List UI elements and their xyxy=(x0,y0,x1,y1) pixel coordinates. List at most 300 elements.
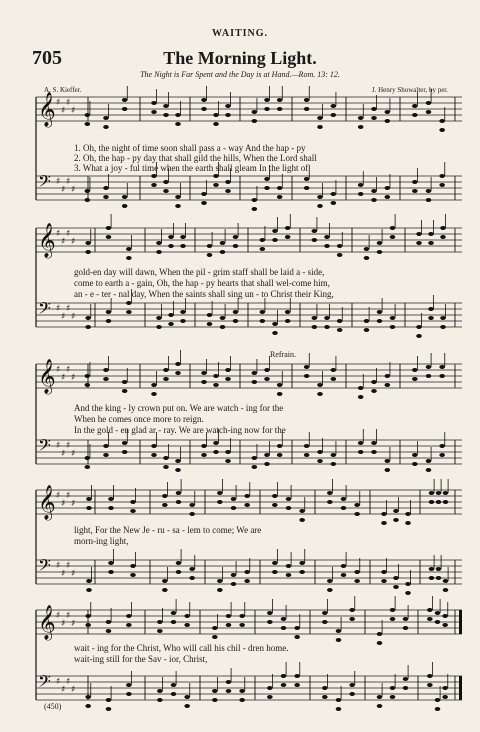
note-head xyxy=(272,570,278,574)
note-head xyxy=(427,683,433,687)
note-head xyxy=(162,588,168,592)
note-head xyxy=(322,695,328,699)
note-head xyxy=(176,491,182,495)
note-head xyxy=(176,570,182,574)
sharp-icon: ♯ xyxy=(66,229,71,239)
note-head xyxy=(412,377,418,381)
note-head xyxy=(439,119,445,123)
note-head xyxy=(385,186,391,190)
note-head xyxy=(126,614,132,618)
note-head xyxy=(108,561,114,565)
note-head xyxy=(126,310,132,314)
note-head xyxy=(336,629,342,633)
note-head xyxy=(267,611,273,615)
note-head xyxy=(163,189,169,193)
note-head xyxy=(175,459,181,463)
note-head xyxy=(439,365,445,369)
note-head xyxy=(436,576,442,580)
note-head xyxy=(220,250,226,254)
note-head xyxy=(277,392,283,396)
sharp-icon: ♯ xyxy=(56,677,61,687)
note-head xyxy=(108,506,114,510)
note-head xyxy=(231,497,237,501)
note-head xyxy=(442,686,448,690)
sharp-icon: ♯ xyxy=(56,561,61,571)
note-head xyxy=(426,198,432,202)
note-head xyxy=(405,591,411,595)
note-head xyxy=(157,620,163,624)
note-head xyxy=(252,119,258,123)
note-head xyxy=(390,226,396,230)
note-head xyxy=(213,122,219,126)
note-head xyxy=(317,450,323,454)
note-head xyxy=(322,686,328,690)
note-head xyxy=(85,241,91,245)
note-head xyxy=(244,579,250,583)
note-head xyxy=(412,113,418,117)
note-head xyxy=(213,113,219,117)
note-head xyxy=(439,128,445,132)
note-head xyxy=(385,119,391,123)
note-head xyxy=(377,695,383,699)
note-head xyxy=(244,503,250,507)
note-head xyxy=(156,250,162,254)
note-head xyxy=(264,107,270,111)
note-head xyxy=(207,322,213,326)
sharp-icon: ♯ xyxy=(61,569,66,579)
note-head xyxy=(86,497,92,501)
note-head xyxy=(322,620,328,624)
note-head xyxy=(412,104,418,108)
scripture-epigraph: The Night is Far Spent and the Day is at Hand.—Rom. 13: 12. xyxy=(140,70,340,79)
note-head xyxy=(304,365,310,369)
note-head xyxy=(252,110,258,114)
note-head xyxy=(439,444,445,448)
note-head xyxy=(337,319,343,323)
note-head xyxy=(393,576,399,580)
note-head xyxy=(168,235,174,239)
sharp-icon: ♯ xyxy=(66,304,71,314)
note-head xyxy=(212,626,218,630)
lyric-line: gold-en day will dawn, When the pil - grim staff shall be laid a - side, xyxy=(74,267,325,277)
note-head xyxy=(85,198,91,202)
sharp-icon: ♯ xyxy=(56,177,61,187)
note-head xyxy=(281,674,287,678)
lyric-line: And the king - ly crown put on. We are watch - ing for the xyxy=(74,403,284,413)
note-head xyxy=(157,698,163,702)
sharp-icon: ♯ xyxy=(71,449,76,459)
note-head xyxy=(364,319,370,323)
note-head xyxy=(304,107,310,111)
note-head xyxy=(277,383,283,387)
treble-clef-icon: 𝄞 xyxy=(38,92,56,127)
note-head xyxy=(443,588,449,592)
note-head xyxy=(122,98,128,102)
treble-clef-icon: 𝄞 xyxy=(38,223,56,258)
note-head xyxy=(151,101,157,105)
bass-clef-icon: 𝄢 xyxy=(38,555,51,579)
note-head xyxy=(403,617,409,621)
note-head xyxy=(217,500,223,504)
note-head xyxy=(385,468,391,472)
note-head xyxy=(184,704,190,708)
lyric-line: an - e - ter - nal day, When the saints shall sing un - to Christ their King, xyxy=(74,289,334,299)
note-head xyxy=(416,325,422,329)
note-head xyxy=(412,453,418,457)
note-head xyxy=(312,316,318,320)
note-head xyxy=(377,641,383,645)
note-head xyxy=(317,383,323,387)
lyric-line: 3. What a joy - ful time when the earth shall gleam In the light of xyxy=(74,163,309,173)
note-head xyxy=(286,573,292,577)
note-head xyxy=(272,503,278,507)
note-head xyxy=(304,374,310,378)
note-head xyxy=(201,444,207,448)
note-head xyxy=(331,377,337,381)
note-head xyxy=(327,588,333,592)
note-head xyxy=(371,450,377,454)
note-head xyxy=(239,689,245,693)
note-head xyxy=(231,573,237,577)
note-head xyxy=(440,235,446,239)
note-head xyxy=(427,617,433,621)
note-head xyxy=(126,692,132,696)
sharp-icon: ♯ xyxy=(71,106,76,116)
note-head xyxy=(337,244,343,248)
sharp-icon: ♯ xyxy=(56,365,61,375)
note-head xyxy=(277,107,283,111)
note-head xyxy=(443,579,449,583)
sharp-icon: ♯ xyxy=(66,491,71,501)
sharp-icon: ♯ xyxy=(56,441,61,451)
note-head xyxy=(336,707,342,711)
note-head xyxy=(364,247,370,251)
note-head xyxy=(312,238,318,242)
note-head xyxy=(390,695,396,699)
note-head xyxy=(175,362,181,366)
note-head xyxy=(225,113,231,117)
note-head xyxy=(322,611,328,615)
note-head xyxy=(371,389,377,393)
note-head xyxy=(442,623,448,627)
note-head xyxy=(252,380,258,384)
lyric-line: When he comes once more to reign. xyxy=(74,414,204,424)
note-head xyxy=(103,444,109,448)
note-head xyxy=(272,331,278,335)
note-head xyxy=(103,377,109,381)
note-head xyxy=(341,506,347,510)
note-head xyxy=(354,503,360,507)
note-head xyxy=(317,392,323,396)
note-head xyxy=(225,450,231,454)
note-head xyxy=(103,116,109,120)
note-head xyxy=(175,468,181,472)
note-head xyxy=(103,195,109,199)
note-head xyxy=(126,247,132,251)
note-head xyxy=(358,395,364,399)
note-head xyxy=(294,683,300,687)
note-head xyxy=(244,570,250,574)
note-head xyxy=(207,244,213,248)
note-head xyxy=(403,686,409,690)
note-head xyxy=(213,174,219,178)
bass-clef-icon: 𝄢 xyxy=(38,671,51,695)
sharp-icon: ♯ xyxy=(61,619,66,629)
note-head xyxy=(377,250,383,254)
note-head xyxy=(439,374,445,378)
note-head xyxy=(435,611,441,615)
note-head xyxy=(286,506,292,510)
note-head xyxy=(85,374,91,378)
sharp-icon: ♯ xyxy=(71,499,76,509)
note-head xyxy=(358,386,364,390)
note-head xyxy=(331,192,337,196)
note-head xyxy=(151,444,157,448)
note-head xyxy=(385,195,391,199)
note-head xyxy=(176,500,182,504)
note-head xyxy=(106,235,112,239)
note-head xyxy=(385,374,391,378)
note-head xyxy=(201,453,207,457)
note-head xyxy=(377,632,383,636)
note-head xyxy=(327,500,333,504)
note-head xyxy=(264,186,270,190)
note-head xyxy=(244,494,250,498)
note-head xyxy=(207,313,213,317)
note-head xyxy=(371,198,377,202)
note-head xyxy=(354,579,360,583)
note-head xyxy=(393,518,399,522)
note-head xyxy=(324,244,330,248)
note-head xyxy=(381,570,387,574)
note-head xyxy=(426,189,432,193)
note-head xyxy=(304,444,310,448)
final-barline xyxy=(459,610,462,634)
note-head xyxy=(435,620,441,624)
lyric-line: 2. Oh, the hap - py day that shall gild the hills, When the Lord shall xyxy=(74,153,317,163)
note-head xyxy=(390,325,396,329)
note-head xyxy=(341,573,347,577)
note-head xyxy=(324,316,330,320)
note-head xyxy=(239,698,245,702)
note-head xyxy=(201,371,207,375)
note-head xyxy=(225,104,231,108)
note-head xyxy=(163,368,169,372)
note-head xyxy=(440,226,446,230)
note-head xyxy=(436,500,442,504)
note-head xyxy=(239,614,245,618)
note-head xyxy=(336,638,342,642)
sharp-icon: ♯ xyxy=(66,677,71,687)
sharp-icon: ♯ xyxy=(61,685,66,695)
note-head xyxy=(175,122,181,126)
note-head xyxy=(312,229,318,233)
sharp-icon: ♯ xyxy=(71,619,76,629)
note-head xyxy=(349,608,355,612)
bass-clef-icon: 𝄢 xyxy=(38,298,51,322)
note-head xyxy=(412,180,418,184)
note-head xyxy=(189,503,195,507)
note-head xyxy=(157,629,163,633)
note-head xyxy=(151,383,157,387)
note-head xyxy=(260,238,266,242)
note-head xyxy=(358,441,364,445)
note-head xyxy=(299,570,305,574)
note-head xyxy=(285,310,291,314)
note-head xyxy=(180,310,186,314)
note-head xyxy=(231,506,237,510)
note-head xyxy=(428,232,434,236)
note-head xyxy=(358,116,364,120)
note-head xyxy=(122,204,128,208)
note-head xyxy=(162,579,168,583)
note-head xyxy=(175,195,181,199)
note-head xyxy=(103,125,109,129)
note-head xyxy=(377,704,383,708)
sharp-icon: ♯ xyxy=(66,561,71,571)
note-head xyxy=(212,635,218,639)
lyric-line: 1. Oh, the night of time soon shall pass a - way And the hap - py xyxy=(74,143,306,153)
note-head xyxy=(225,368,231,372)
note-head xyxy=(327,491,333,495)
note-head xyxy=(213,450,219,454)
note-head xyxy=(317,459,323,463)
note-head xyxy=(416,334,422,338)
note-head xyxy=(371,380,377,384)
sharp-icon: ♯ xyxy=(61,373,66,383)
note-head xyxy=(130,500,136,504)
note-head xyxy=(377,241,383,245)
note-head xyxy=(212,689,218,693)
note-head xyxy=(85,113,91,117)
note-head xyxy=(427,674,433,678)
note-head xyxy=(156,325,162,329)
note-head xyxy=(225,459,231,463)
note-head xyxy=(163,104,169,108)
note-head xyxy=(264,453,270,457)
note-head xyxy=(390,686,396,690)
note-head xyxy=(180,319,186,323)
note-head xyxy=(294,626,300,630)
note-head xyxy=(337,328,343,332)
note-head xyxy=(377,310,383,314)
note-head xyxy=(364,256,370,260)
note-head xyxy=(86,579,92,583)
note-head xyxy=(426,459,432,463)
note-head xyxy=(349,692,355,696)
note-head xyxy=(331,453,337,457)
sharp-icon: ♯ xyxy=(56,98,61,108)
note-head xyxy=(225,180,231,184)
note-head xyxy=(189,576,195,580)
note-head xyxy=(252,456,258,460)
note-head xyxy=(331,104,337,108)
note-head xyxy=(267,686,273,690)
note-head xyxy=(412,368,418,372)
note-head xyxy=(403,626,409,630)
sharp-icon: ♯ xyxy=(71,373,76,383)
composer-credit: J. Henry Showalter, by per. xyxy=(371,86,448,94)
sharp-icon: ♯ xyxy=(66,441,71,451)
note-head xyxy=(435,698,441,702)
note-head xyxy=(151,392,157,396)
note-head xyxy=(217,579,223,583)
note-head xyxy=(285,319,291,323)
note-head xyxy=(176,561,182,565)
note-head xyxy=(436,567,442,571)
note-head xyxy=(426,365,432,369)
hymn-title: The Morning Light. xyxy=(163,48,317,68)
lyric-line: wait - ing for the Christ, Who will call his chil - dren home. xyxy=(74,643,289,653)
note-head xyxy=(429,500,435,504)
note-head xyxy=(264,177,270,181)
note-head xyxy=(225,189,231,193)
note-head xyxy=(317,116,323,120)
note-head xyxy=(324,235,330,239)
note-head xyxy=(220,325,226,329)
note-head xyxy=(226,623,232,627)
note-head xyxy=(122,195,128,199)
note-head xyxy=(443,500,449,504)
sharp-icon: ♯ xyxy=(61,312,66,322)
note-head xyxy=(233,235,239,239)
lyricist-credit: A. S. Kieffer. xyxy=(44,86,82,94)
note-head xyxy=(189,512,195,516)
note-head xyxy=(217,588,223,592)
note-head xyxy=(233,319,239,323)
note-head xyxy=(151,174,157,178)
note-head xyxy=(267,620,273,624)
lyric-line: light, For the New Je - ru - sa - lem to come; We are xyxy=(74,525,262,535)
sharp-icon: ♯ xyxy=(66,611,71,621)
note-head xyxy=(272,229,278,233)
note-head xyxy=(393,509,399,513)
note-head xyxy=(151,453,157,457)
note-head xyxy=(358,450,364,454)
note-head xyxy=(385,459,391,463)
note-head xyxy=(390,617,396,621)
note-head xyxy=(106,310,112,314)
note-head xyxy=(304,453,310,457)
note-head xyxy=(217,491,223,495)
note-head xyxy=(341,564,347,568)
note-head xyxy=(331,462,337,466)
sharp-icon: ♯ xyxy=(66,98,71,108)
note-head xyxy=(85,250,91,254)
note-head xyxy=(220,316,226,320)
note-head xyxy=(426,101,432,105)
note-head xyxy=(175,204,181,208)
lyric-line: wait-ing still for the Sav - ior, Christ, xyxy=(74,654,208,664)
note-head xyxy=(231,582,237,586)
note-head xyxy=(225,377,231,381)
note-head xyxy=(106,226,112,230)
final-barline xyxy=(459,676,462,700)
note-head xyxy=(126,683,132,687)
note-head xyxy=(260,247,266,251)
note-head xyxy=(312,325,318,329)
note-head xyxy=(429,491,435,495)
note-head xyxy=(405,521,411,525)
note-head xyxy=(213,183,219,187)
note-head xyxy=(184,623,190,627)
note-head xyxy=(184,614,190,618)
note-head xyxy=(442,695,448,699)
note-head xyxy=(201,192,207,196)
note-head xyxy=(272,561,278,565)
note-head xyxy=(285,235,291,239)
note-head xyxy=(168,322,174,326)
